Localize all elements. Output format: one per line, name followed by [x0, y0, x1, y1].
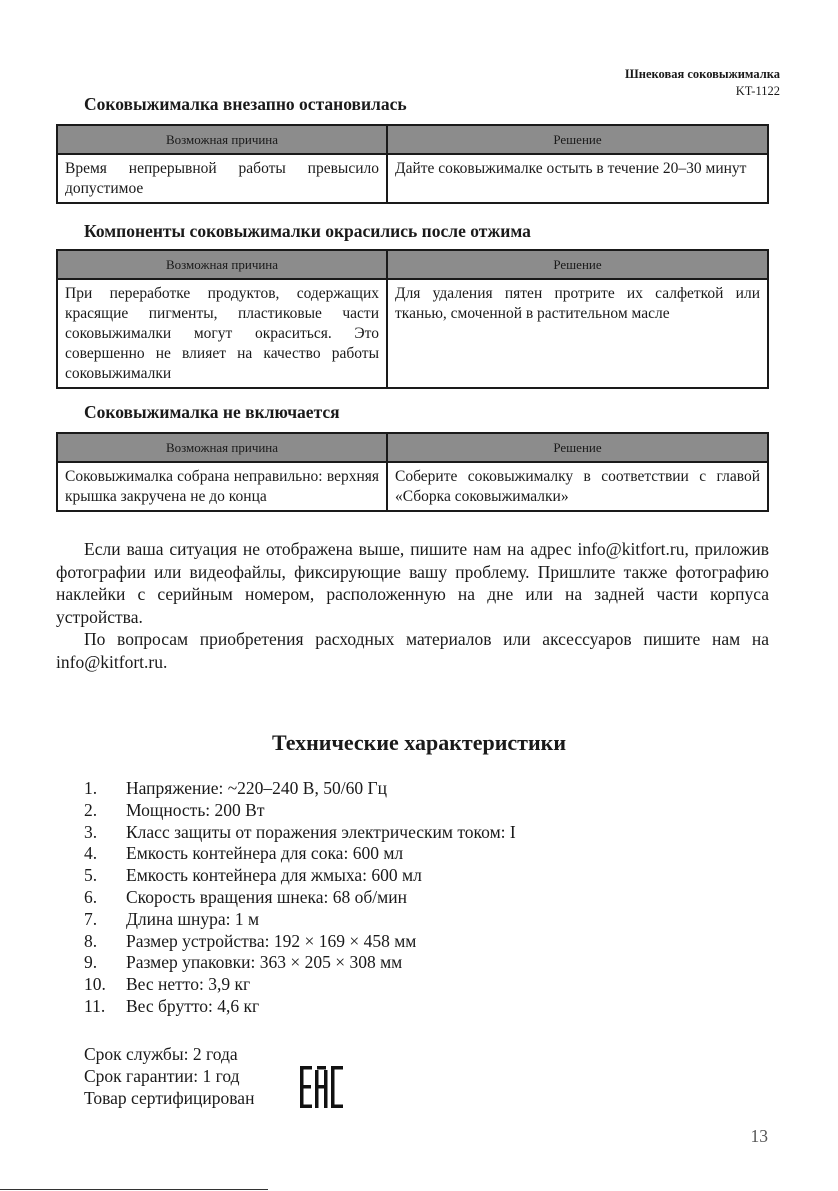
table-row	[57, 462, 768, 511]
service-life: Срок службы: 2 года	[84, 1044, 238, 1064]
cause-cell: Соковыжималка собрана неправильно: верхняя крышка закручена не до конца	[57, 462, 387, 511]
cause-cell: При переработке продуктов, содержащих красящие пигменты, пластиковые части соковыжималки могут окраситься. Это совершенно не влияет на качество работы соковыжималки	[57, 279, 387, 388]
solution-cell: Для удаления пятен протрите их салфеткой или тканью, смоченной в растительном масле	[387, 279, 768, 388]
warranty: Срок гарантии: 1 год	[84, 1066, 240, 1086]
col-header-cause: Возможная причина	[57, 250, 387, 279]
footer-info	[84, 1043, 254, 1109]
page-number: 13	[750, 1126, 768, 1146]
spec-item	[84, 887, 516, 909]
header-model: KT-1122	[735, 84, 780, 98]
col-header-solution: Решение	[387, 433, 768, 462]
spec-item	[84, 800, 516, 822]
specs-list	[84, 778, 516, 1018]
col-header-cause: Возможная причина	[57, 433, 387, 462]
troubleshoot-table-no-power	[56, 432, 769, 512]
troubleshoot-table-stopped	[56, 124, 769, 204]
eac-mark-icon	[300, 1066, 344, 1113]
spec-text: Вес брутто: 4,6 кг	[126, 995, 260, 1016]
spec-item	[84, 952, 516, 974]
spec-item	[84, 843, 516, 865]
spec-item	[84, 778, 516, 800]
accessories-paragraph: По вопросам приобретения расходных материалов или аксессуаров пишите нам на info@kitfort.ru.	[56, 629, 769, 672]
spec-text: Мощность: 200 Вт	[126, 799, 265, 820]
spec-number: 5.	[84, 865, 98, 886]
specs-title: Технические характеристики	[271, 730, 567, 755]
spec-item	[84, 909, 516, 931]
cause-cell: Время непрерывной работы превысило допустимое	[57, 154, 387, 203]
col-header-cause: Возможная причина	[57, 125, 387, 154]
col-header-solution: Решение	[387, 250, 768, 279]
solution-cell: Соберите соковыжималку в соответствии с главой «Сборка соковыжималки»	[387, 462, 768, 511]
header-product: Шнековая соковыжималка	[625, 67, 780, 81]
section-title-stained: Компоненты соковыжималки окрасились после отжима	[84, 221, 531, 241]
solution-cell: Дайте соковыжималке остыть в течение 20–30 минут	[387, 154, 768, 203]
spec-item	[84, 996, 516, 1018]
page-header	[625, 66, 780, 100]
troubleshoot-table-stained	[56, 249, 769, 389]
spec-number: 6.	[84, 886, 98, 907]
spec-text: Скорость вращения шнека: 68 об/мин	[126, 886, 407, 907]
spec-text: Размер устройства: 192 × 169 × 458 мм	[126, 930, 417, 951]
spec-number: 8.	[84, 930, 98, 951]
contact-paragraph: Если ваша ситуация не отображена выше, пишите нам на адрес info@kitfort.ru, приложив фотографии или видеофайлы, фиксирующие вашу проблему. Пришлите также фотографию наклейки с серийным номером, расположенную на дне или на задней части корпуса устройства.	[56, 539, 769, 627]
spec-item	[84, 865, 516, 887]
section-title-no-power: Соковыжималка не включается	[84, 402, 340, 422]
table-row	[57, 279, 768, 388]
section-title-stopped: Соковыжималка внезапно остановилась	[84, 94, 407, 114]
spec-number: 9.	[84, 952, 98, 973]
col-header-solution: Решение	[387, 125, 768, 154]
spec-text: Длина шнура: 1 м	[126, 908, 260, 929]
spec-text: Напряжение: ~220–240 В, 50/60 Гц	[126, 778, 387, 798]
spec-item	[84, 974, 516, 996]
spec-text: Вес нетто: 3,9 кг	[126, 974, 251, 995]
spec-item	[84, 822, 516, 844]
table-row	[57, 154, 768, 203]
spec-text: Емкость контейнера для жмыха: 600 мл	[126, 865, 422, 886]
spec-number: 1.	[84, 778, 98, 798]
spec-text: Класс защиты от поражения электрическим током: I	[126, 821, 516, 842]
spec-item	[84, 931, 516, 953]
certified: Товар сертифицирован	[84, 1088, 255, 1108]
spec-number: 7.	[84, 908, 98, 929]
spec-number: 3.	[84, 821, 98, 842]
bottom-rule	[0, 1189, 268, 1190]
spec-number: 10.	[84, 974, 106, 995]
spec-number: 11.	[84, 995, 106, 1016]
spec-text: Размер упаковки: 363 × 205 × 308 мм	[126, 952, 403, 973]
spec-text: Емкость контейнера для сока: 600 мл	[126, 843, 404, 864]
spec-number: 2.	[84, 799, 98, 820]
contact-text	[56, 538, 769, 673]
spec-number: 4.	[84, 843, 98, 864]
